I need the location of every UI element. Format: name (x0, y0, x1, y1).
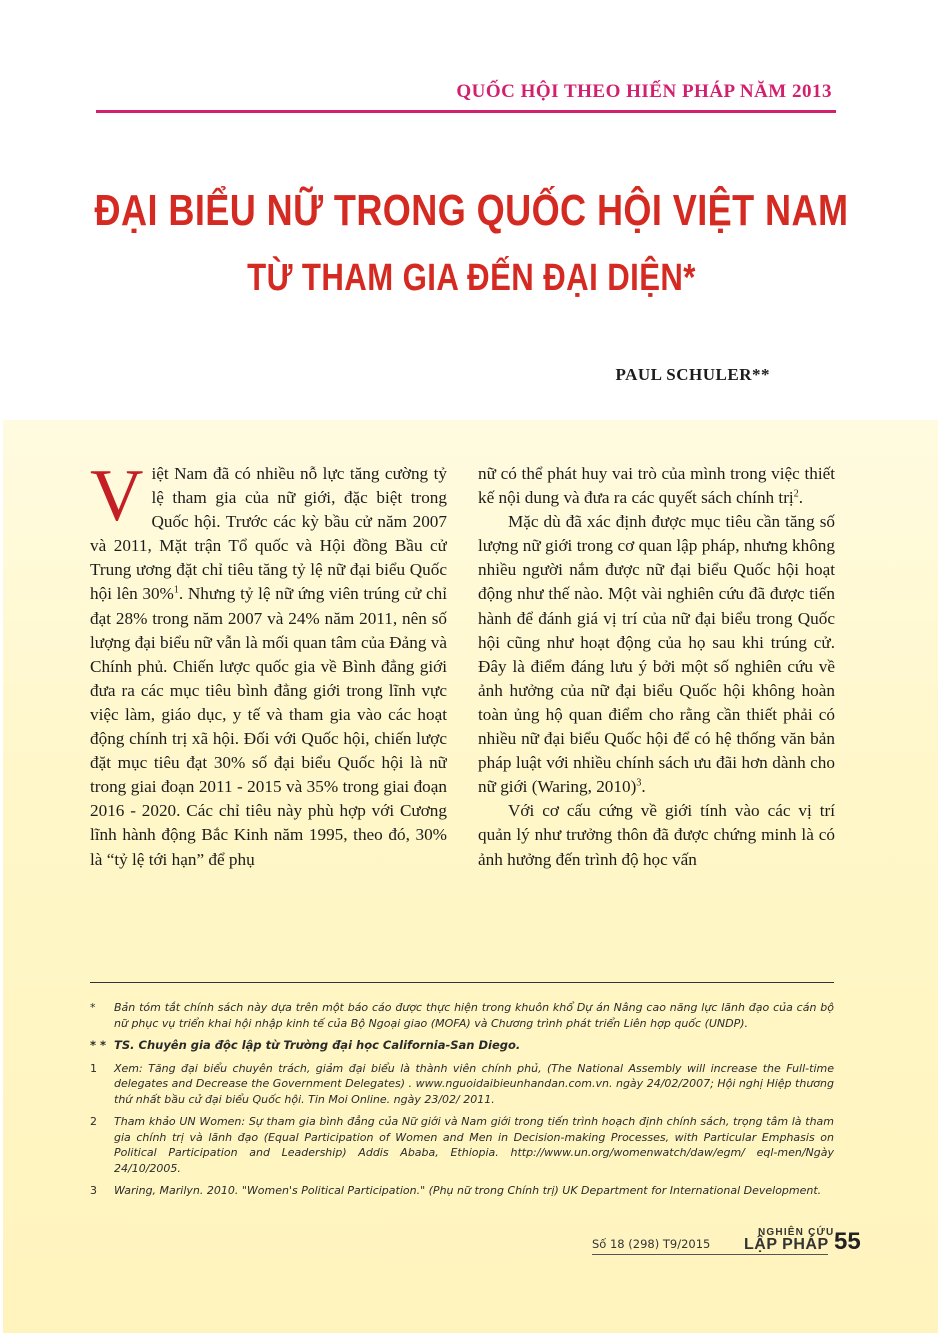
footnote-mark: 3 (90, 1184, 97, 1197)
paragraph (478, 510, 835, 799)
footnote-text: Tham khảo UN Women: Sự tham gia bình đẳng của Nữ giới và Nam giới trong tiến trình hoạch định chính sách, trọng tâm là tham gia chính trị và lãnh đạo (Equal Participation of Women and Men in Decision-making Processes, with Particular Emphasis on Political Participation and Leadership) Addis Ababa, Ethiopia. http://www.un.org/womenwatch/daw/egm/ eql-men/Ngày 24/10/2005. (114, 1115, 834, 1175)
footnote-text: Bản tóm tắt chính sách này dựa trên một báo cáo được thực hiện trong khuôn khổ Dự án Nâng cao năng lực lãnh đạo của cán bộ nữ phục vụ triển khai hội nhập kinh tế của Bộ Ngoại giao (MOFA) và Chương trình phát triển Liên hợp quốc (UNDP). (114, 1001, 834, 1030)
footnote-mark: * (90, 1001, 96, 1014)
footnote-text: TS. Chuyên gia độc lập từ Trường đại học California-San Diego. (114, 1038, 521, 1052)
article-author: PAUL SCHULER** (615, 365, 770, 384)
body-column-right (478, 462, 835, 940)
drop-cap: V (90, 462, 144, 537)
footnote-item (90, 1038, 834, 1054)
article-title-line2: TỪ THAM GIA ĐẾN ĐẠI DIỆN* (247, 257, 696, 299)
section-title: QUỐC HỘI THEO HIẾN PHÁP NĂM 2013 (456, 81, 832, 102)
journal-name-bottom: LẬP PHÁP (744, 1236, 829, 1253)
footnote-item (90, 1000, 834, 1031)
footnote-ref: 2 (793, 488, 799, 500)
issue-info: Số 18 (298) T9/2015 (592, 1237, 711, 1251)
article-title-line1: ĐẠI BIỂU NỮ TRONG QUỐC HỘI VIỆT NAM (94, 186, 849, 235)
body-column-left (90, 462, 447, 940)
paragraph-text: . Nhưng tỷ lệ nữ ứng viên trúng cử chỉ đạt 28% trong năm 2007 và 24% năm 2011, nên số lượng đại biểu nữ vẫn là mối quan tâm của Đảng và Chính phủ. Chiến lược quốc gia về Bình đẳng giới đưa ra các mục tiêu bình đẳng giới trong lĩnh vực việc làm, giáo dục, y tế và tham gia vào các hoạt động chính trị xã hội. Đối với Quốc hội, chiến lược đặt mục tiêu đạt 30% số đại biểu Quốc hội là nữ trong giai đoạn 2011 - 2015 và 35% trong giai đoạn 2016 - 2020. Các chỉ tiêu này phù hợp với Cương lĩnh hành động Bắc Kinh năm 1995, theo đó, 30% là “tỷ lệ tới hạn” để phụ (90, 584, 447, 869)
paragraph (478, 799, 835, 871)
journal-name-top: NGHIÊN CỨU (758, 1227, 835, 1238)
paragraph (478, 462, 835, 510)
footnote-text: Waring, Marilyn. 2010. "Women's Political Participation." (Phụ nữ trong Chính trị) UK Department for International Development. (114, 1184, 822, 1197)
paragraph-text: Với cơ cấu cứng về giới tính vào các vị trí quản lý như trưởng thôn đã được chứng minh là có ảnh hưởng đến trình độ học vấn (478, 801, 835, 869)
footnote-ref: 3 (636, 777, 642, 789)
footnote-item (90, 1183, 834, 1199)
footnote-mark: * * (90, 1038, 107, 1052)
footer-rule (592, 1254, 828, 1255)
page-number: 55 (834, 1228, 861, 1255)
paragraph-text: . (798, 488, 804, 508)
footnote-mark: 1 (90, 1061, 97, 1075)
paragraph-text: . (641, 777, 646, 797)
paragraph-text: nữ có thể phát huy vai trò của mình trong việc thiết kế nội dung và đưa ra các quyết sách chính trị (478, 464, 835, 508)
paragraph-text: iệt Nam đã có nhiều nỗ lực tăng cường tỷ lệ tham gia của nữ giới, đặc biệt trong Quốc hội. Trước các kỳ bầu cử năm 2007 và 2011, Mặt trận Tổ quốc và Hội đồng Bầu cử Trung ương đặt chỉ tiêu tăng tỷ lệ nữ đại biểu Quốc hội lên 30% (90, 464, 447, 604)
footnote-ref: 1 (173, 584, 179, 596)
footnote-divider (90, 982, 834, 983)
paragraph (90, 462, 447, 872)
footnote-item (90, 1114, 834, 1176)
running-header (96, 78, 836, 113)
footnote-mark: 2 (90, 1115, 97, 1128)
footnote-text: Xem: Tăng đại biểu chuyên trách, giảm đại biểu là thành viên chính phủ, (The National Assembly will increase the Full-time delegates and Decrease the Government Delegates) . www.nguoidaibieunhandan.com.vn. ngày 24/02/2007; Hội nghị Hiệp thương thứ nhất bầu cử đại biểu Quốc hội. Tin Moi Online. ngày 23/02/ 2011. (114, 1061, 834, 1106)
paragraph-text: Mặc dù đã xác định được mục tiêu cần tăng số lượng nữ giới trong cơ quan lập pháp, nhưng không nhiều người nắm được nữ đại biểu Quốc hội hoạt động như thế nào. Một vài nghiên cứu đã được tiến hành để đánh giá vị trí của nữ đại biểu trong Quốc hội cũng như hoạt động của họ sau khi trúng cử. Đây là điểm đáng lưu ý bởi một số nghiên cứu về ảnh hưởng của nữ đại biểu Quốc hội không hoàn toàn ủng hộ quan điểm cho rằng cần thiết phải có nhiều nữ đại biểu Quốc hội để có hệ thống văn bản pháp luật với nhiều chính sách ưu đãi hơn dành cho nữ giới (Waring, 2010) (478, 512, 835, 797)
footnote-item (90, 1061, 834, 1108)
footnotes (90, 1000, 834, 1206)
page-footer (592, 1225, 882, 1259)
